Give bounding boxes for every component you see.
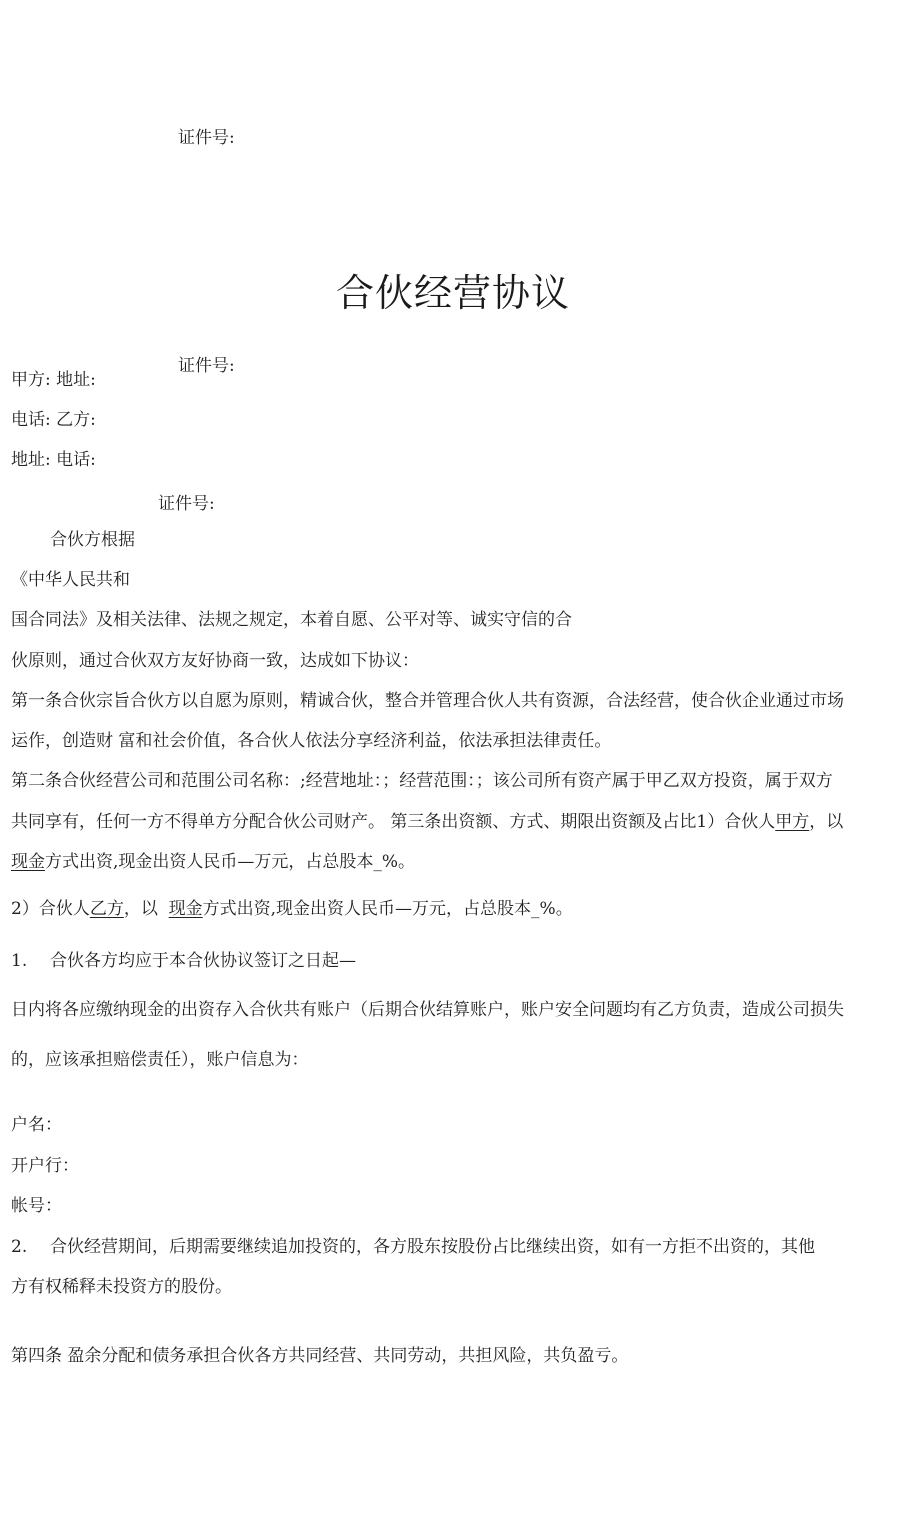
point-1-text: 合伙各方均应于本合伙协议签订之日起— — [50, 951, 356, 971]
party-b-contribution-line — [11, 898, 573, 920]
bank-label: 开户行： — [11, 1156, 79, 1176]
point-2-number: 2. — [11, 1237, 28, 1257]
item-2-prefix: 2）合伙人 — [11, 899, 90, 919]
point-2-text: 合伙经营期间，后期需要继续追加投资的，各方股东按股份占比继续出资，如有一方拒不出资的，其他 — [50, 1237, 815, 1257]
point-1-number: 1. — [11, 951, 28, 971]
preamble-line: 国合同法》及相关法律、法规之规定，本着自愿、公平对等、诚实守信的合 — [11, 610, 572, 630]
point-2-continuation: 方有权稀释未投资方的股份。 — [11, 1277, 232, 1297]
item-2-post: 方式出资,现金出资人民币—万元，占总股本_%。 — [202, 899, 573, 919]
document-title: 合伙经营协议 — [336, 271, 571, 315]
article-2-line: 第二条合伙经营公司和范围公司名称：;经营地址：；经营范围：；该公司所有资产属于甲乙双方投资，属于双方 — [11, 771, 833, 791]
point-1-continuation: 日内将各应缴纳现金的出资存入合伙共有账户（后期合伙结算账户，账户安全问题均有乙方负责，造成公司损失 — [11, 1000, 844, 1020]
article-1-line: 运作，创造财 富和社会价值，各合伙人依法分享经济利益，依法承担法律责任。 — [11, 731, 612, 751]
cash-underlined-2: 现金 — [168, 899, 203, 919]
article-1-line: 第一条合伙宗旨合伙方以自愿为原则，精诚合伙，整合并管理合伙人共有资源，合法经营，使合伙企业通过市场 — [11, 691, 844, 711]
party-a-contribution-line — [11, 851, 415, 873]
point-1-continuation-2: 的，应该承担赔偿责任），账户信息为： — [11, 1050, 309, 1070]
id-number-label-3: 证件号: — [158, 494, 215, 514]
preamble-line: 《中华人民共和 — [11, 570, 130, 590]
account-number-label: 帐号： — [11, 1196, 62, 1216]
contribution-text: 方式出资,现金出资人民币—万元，占总股本_%。 — [45, 852, 416, 872]
preamble-line: 伙原则，通过合伙双方友好协商一致，达成如下协议： — [11, 651, 419, 671]
id-number-label: 证件号: — [178, 128, 235, 148]
account-name-label: 户名： — [11, 1115, 62, 1135]
address-phone-line: 地址: 电话: — [11, 450, 96, 470]
phone-party-b-line: 电话: 乙方: — [11, 410, 96, 430]
party-a-underlined: 甲方 — [775, 812, 810, 832]
party-a-address-line: 甲方: 地址: — [11, 370, 96, 390]
article-2-3-line — [11, 811, 843, 833]
id-number-label-2: 证件号: — [178, 356, 235, 376]
article-3-text-end: ，以 — [809, 812, 844, 832]
cash-underlined: 现金 — [11, 852, 45, 872]
article-3-text: 共同享有，任何一方不得单方分配合伙公司财产。 第三条出资额、方式、期限出资额及占比1）合伙人 — [11, 812, 776, 832]
preamble-line: 合伙方根据 — [50, 530, 135, 550]
article-4-line: 第四条 盈余分配和债务承担合伙各方共同经营、共同劳动，共担风险，共负盈亏。 — [11, 1346, 629, 1366]
item-2-mid: ，以 — [123, 899, 169, 919]
party-b-underlined: 乙方 — [89, 899, 124, 919]
